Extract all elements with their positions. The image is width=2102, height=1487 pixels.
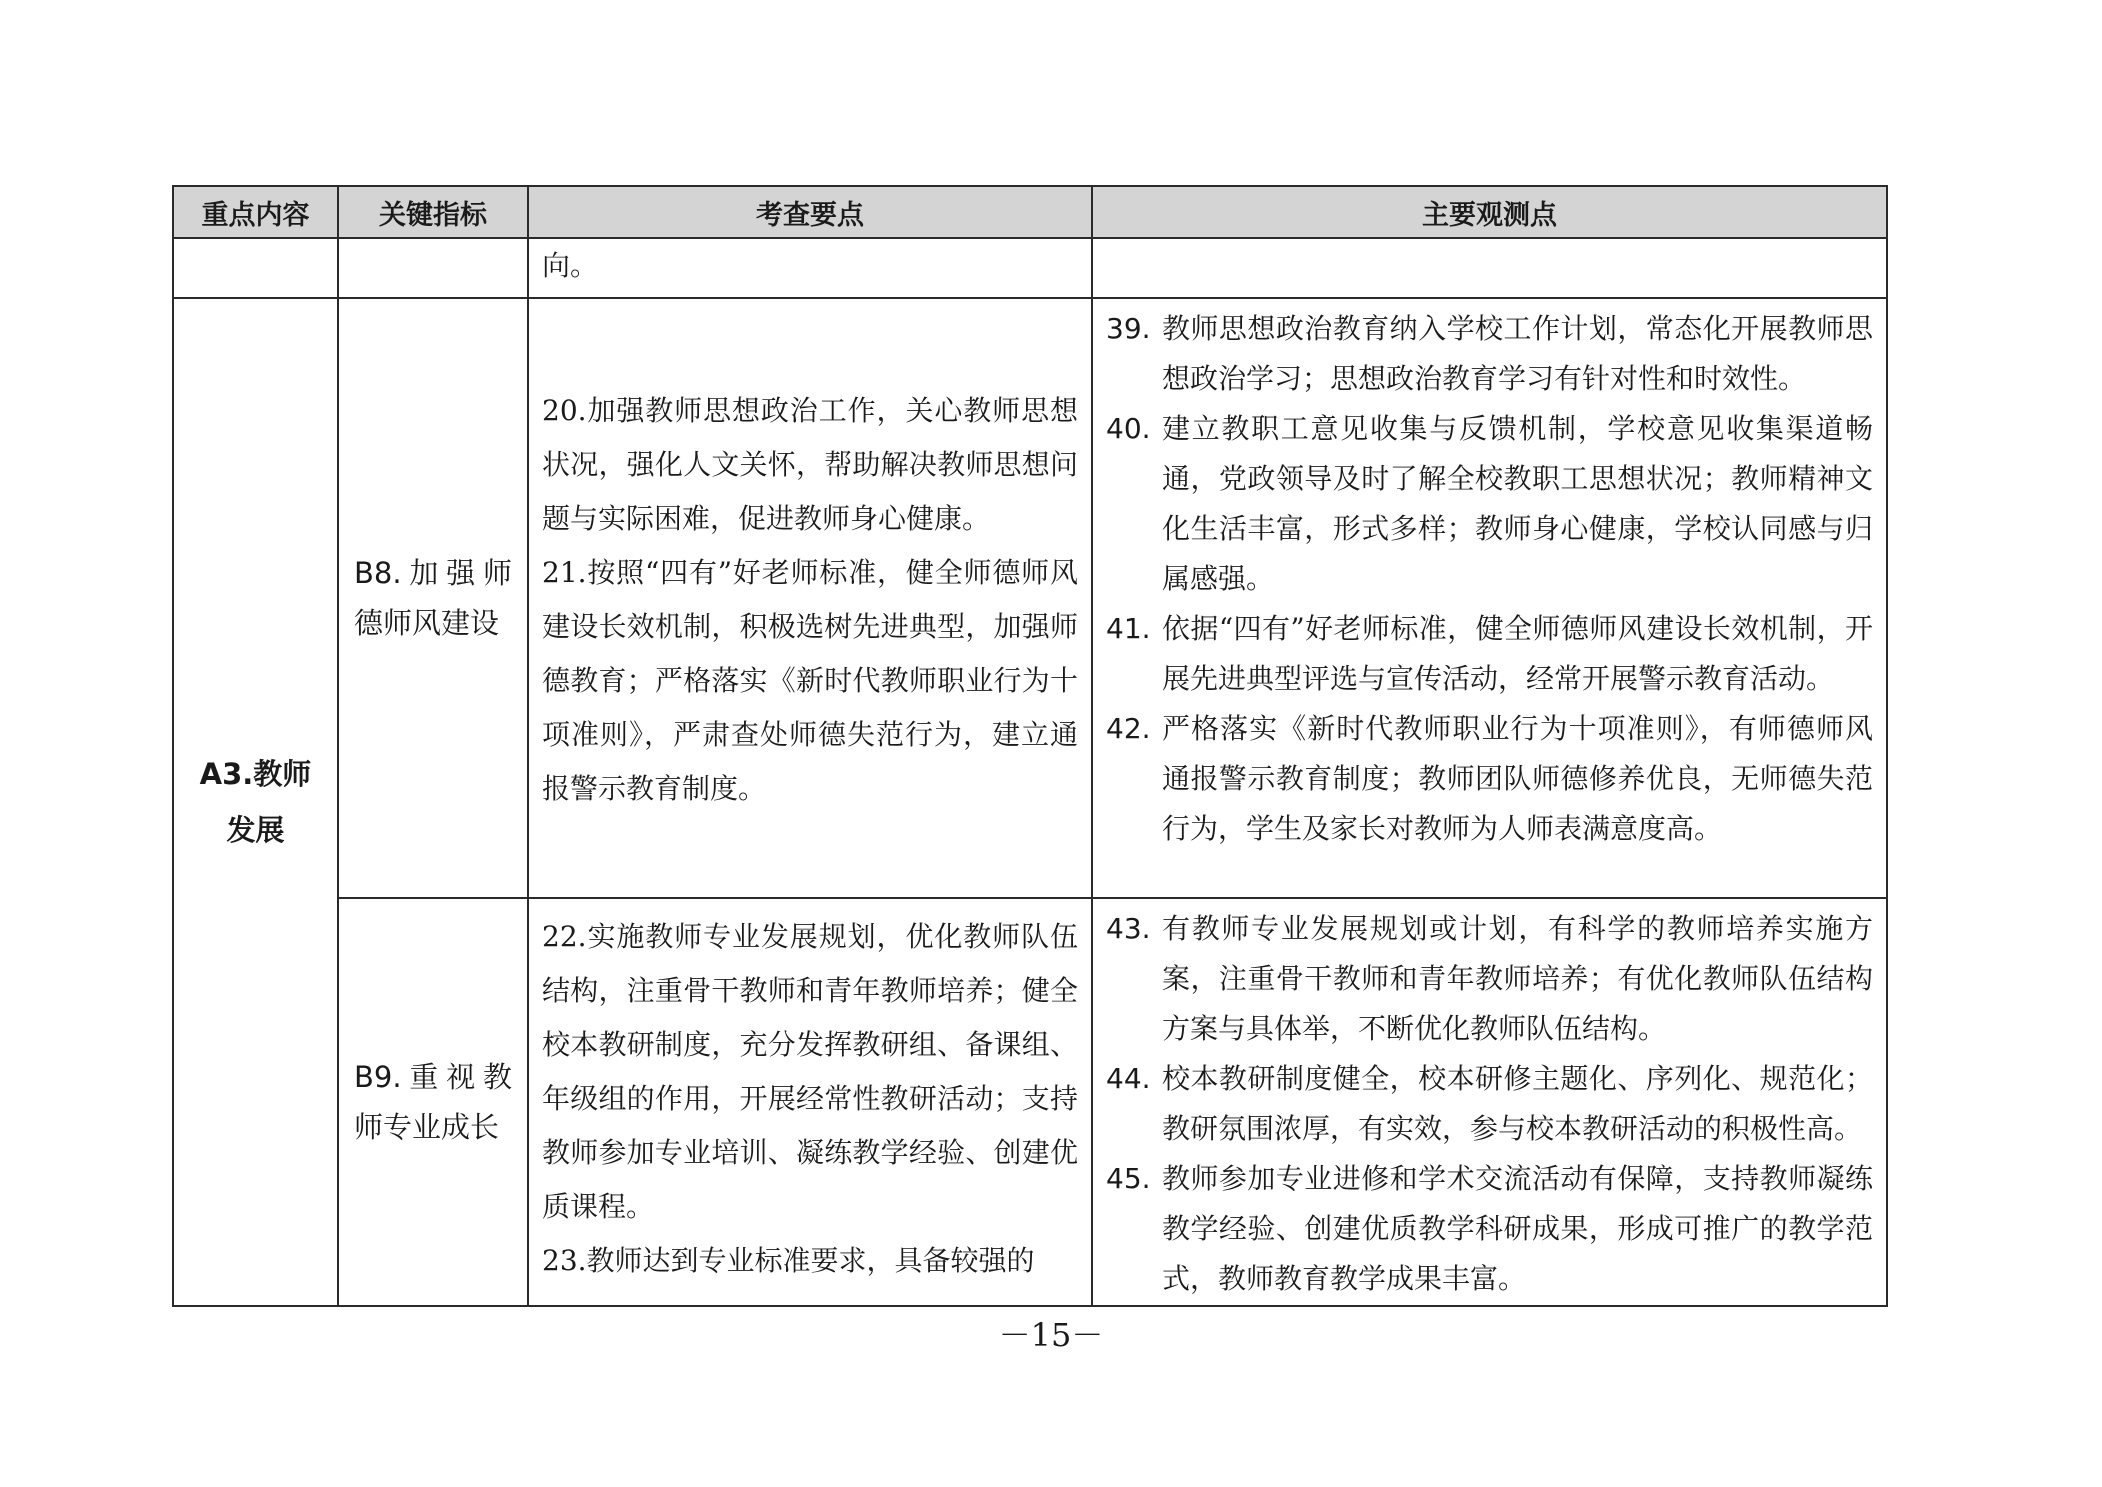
observation-43 <box>1106 904 1873 1054</box>
observation-text: 建立教职工意见收集与反馈机制，学校意见收集渠道畅通，党政领导及时了解全校教职工思想状况；教师精神文化生活丰富，形式多样；教师身心健康，学校认同感与归属感强。 <box>1162 412 1873 595</box>
observation-45 <box>1106 1154 1873 1304</box>
observation-39 <box>1106 304 1873 404</box>
observation-text: 严格落实《新时代教师职业行为十项准则》，有师德师风通报警示教育制度；教师团队师德修养优良，无师德失范行为，学生及家长对教师为人师表满意度高。 <box>1162 712 1873 845</box>
evaluation-table <box>172 185 1888 1307</box>
indicator-cell-b8 <box>338 298 528 898</box>
indicator-code-b9: B9. <box>354 1060 402 1094</box>
key-point-21: 21.按照“四有”好老师标准，健全师德师风建设长效机制，积极选树先进典型，加强师德教育；严格落实《新时代教师职业行为十项准则》，严肃查处师德失范行为，建立通报警示教育制度。 <box>542 556 1078 805</box>
observation-text: 教师思想政治教育纳入学校工作计划，常态化开展教师思想政治学习；思想政治教育学习有针对性和时效性。 <box>1162 312 1873 395</box>
observation-number: 41. <box>1106 612 1151 645</box>
continuation-key-point-cell <box>528 238 1092 298</box>
observations-cell-b9 <box>1092 898 1887 1306</box>
page-number: －15－ <box>998 1316 1104 1354</box>
observation-text: 教师参加专业进修和学术交流活动有保障，支持教师凝练教学经验、创建优质教学科研成果，形成可推广的教学范式，教师教育教学成果丰富。 <box>1162 1162 1873 1295</box>
observations-cell-b8 <box>1092 298 1887 898</box>
continuation-indicator-cell <box>338 238 528 298</box>
observation-text: 校本教研制度健全，校本研修主题化、序列化、规范化；教研氛围浓厚，有实效，参与校本教研活动的积极性高。 <box>1162 1062 1873 1145</box>
observation-44 <box>1106 1054 1873 1154</box>
indicator-cell-b9 <box>338 898 528 1306</box>
key-point-20: 20.加强教师思想政治工作，关心教师思想状况，强化人文关怀，帮助解决教师思想问题与实际困难，促进教师身心健康。 <box>542 394 1078 535</box>
observation-number: 39. <box>1106 312 1151 345</box>
continuation-area-cell <box>173 238 338 298</box>
header-key-indicator: 关键指标 <box>338 186 528 238</box>
indicator-text-b8: 加强师德师风建设 <box>354 556 512 640</box>
observation-number: 42. <box>1106 712 1151 745</box>
continuation-row <box>173 238 1887 298</box>
key-point-22: 22.实施教师专业发展规划，优化教师队伍结构，注重骨干教师和青年教师培养；健全校本教研制度，充分发挥教研组、备课组、年级组的作用，开展经常性教研活动；支持教师参加专业培训、凝练教学经验、创建优质课程。 <box>542 920 1078 1223</box>
continuation-observation-cell <box>1092 238 1887 298</box>
table-row-b8 <box>173 298 1887 898</box>
header-key-points: 考查要点 <box>528 186 1092 238</box>
header-focus-content: 重点内容 <box>173 186 338 238</box>
observation-42 <box>1106 704 1873 854</box>
table-row-b9 <box>173 898 1887 1306</box>
area-cell <box>173 298 338 1306</box>
observation-41 <box>1106 604 1873 704</box>
observation-text: 依据“四有”好老师标准，健全师德师风建设长效机制，开展先进典型评选与宣传活动，经常开展警示教育活动。 <box>1162 612 1873 695</box>
observation-40 <box>1106 404 1873 604</box>
indicator-text-b9: 重视教师专业成长 <box>354 1060 512 1144</box>
header-observation-points: 主要观测点 <box>1092 186 1887 238</box>
observation-number: 40. <box>1106 412 1151 445</box>
observation-number: 43. <box>1106 912 1151 945</box>
indicator-b8 <box>340 548 526 648</box>
observation-number: 45. <box>1106 1162 1151 1195</box>
continuation-key-point-text: 向。 <box>542 249 599 282</box>
key-point-23: 23.教师达到专业标准要求，具备较强的 <box>542 1244 1035 1277</box>
indicator-code-b8: B8. <box>354 556 402 590</box>
indicator-b9 <box>340 1052 526 1152</box>
table-header-row <box>173 186 1887 238</box>
key-points-cell-b8 <box>528 298 1092 898</box>
observation-text: 有教师专业发展规划或计划，有科学的教师培养实施方案，注重骨干教师和青年教师培养；有优化教师队伍结构方案与具体举，不断优化教师队伍结构。 <box>1162 912 1873 1045</box>
area-label: A3.教师发展 <box>199 757 312 847</box>
observation-number: 44. <box>1106 1062 1151 1095</box>
key-points-cell-b9 <box>528 898 1092 1306</box>
